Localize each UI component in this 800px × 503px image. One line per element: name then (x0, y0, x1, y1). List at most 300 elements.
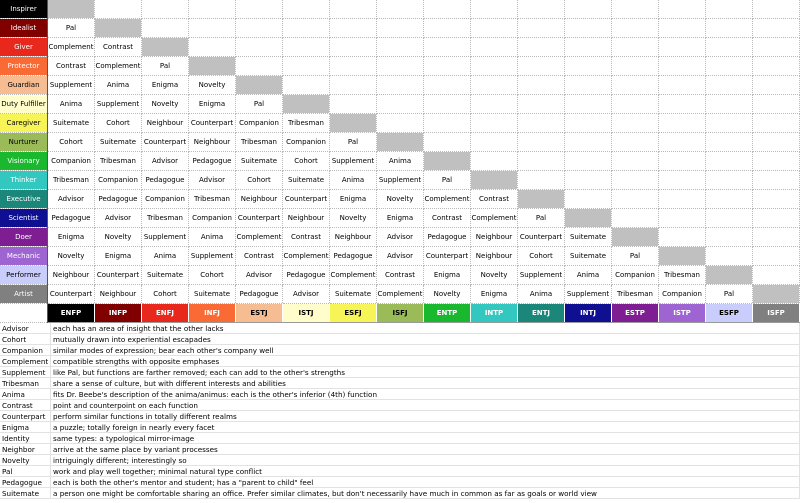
glossary-term: Cohort (0, 334, 51, 345)
row-label: Nurturer (0, 133, 48, 152)
relation-cell: Supplement (330, 152, 377, 171)
empty-cell (518, 19, 565, 38)
relation-cell: Suitemate (48, 114, 95, 133)
relation-cell: Novelty (142, 95, 189, 114)
matrix-row (0, 57, 800, 76)
empty-cell (659, 228, 706, 247)
relation-cell: Tribesman (48, 171, 95, 190)
empty-cell (518, 95, 565, 114)
empty-cell (236, 0, 283, 19)
column-label: INTJ (565, 304, 612, 323)
empty-cell (330, 76, 377, 95)
relation-cell: Counterpart (142, 133, 189, 152)
relation-cell: Anima (48, 95, 95, 114)
glossary-definition: each is both the other's mentor and student; has a "parent to child" feel (51, 477, 800, 488)
empty-cell (706, 76, 753, 95)
relation-cell: Suitemate (142, 266, 189, 285)
empty-cell (706, 152, 753, 171)
relation-cell: Tribesman (95, 152, 142, 171)
glossary-row (0, 345, 800, 356)
empty-cell (753, 114, 800, 133)
identity-cell (518, 190, 565, 209)
relation-cell: Novelty (330, 209, 377, 228)
glossary-definition: fits Dr. Beebe's description of the anima/animus: each is the other's inferior (4th) function (51, 389, 800, 400)
relation-cell: Pedagogue (142, 171, 189, 190)
relation-cell: Pedagogue (283, 266, 330, 285)
identity-cell (753, 285, 800, 304)
empty-cell (565, 171, 612, 190)
relation-cell: Novelty (95, 228, 142, 247)
relation-cell: Tribesman (236, 133, 283, 152)
relation-cell: Novelty (377, 190, 424, 209)
glossary-definition: mutually drawn into experiential escapades (51, 334, 800, 345)
glossary-term: Companion (0, 345, 51, 356)
row-label: Scientist (0, 209, 48, 228)
empty-cell (565, 19, 612, 38)
glossary-definition: point and counterpoint on each function (51, 400, 800, 411)
row-label: Caregiver (0, 114, 48, 133)
matrix-row (0, 38, 800, 57)
identity-cell (659, 247, 706, 266)
empty-cell (612, 95, 659, 114)
identity-cell (236, 76, 283, 95)
relation-cell: Enigma (95, 247, 142, 266)
row-label: Artist (0, 285, 48, 304)
column-label: ENFJ (142, 304, 189, 323)
empty-cell (377, 38, 424, 57)
empty-cell (753, 209, 800, 228)
row-label: Inspirer (0, 0, 48, 19)
glossary-row (0, 466, 800, 477)
empty-cell (612, 19, 659, 38)
relation-cell: Pal (612, 247, 659, 266)
empty-cell (283, 38, 330, 57)
matrix-row (0, 171, 800, 190)
empty-cell (377, 0, 424, 19)
relation-cell: Neighbour (189, 133, 236, 152)
relation-cell: Enigma (142, 76, 189, 95)
relation-cell: Cohort (95, 114, 142, 133)
matrix-row (0, 95, 800, 114)
glossary-term: Contrast (0, 400, 51, 411)
relation-cell: Complement (236, 228, 283, 247)
identity-cell (471, 171, 518, 190)
column-label: ENTP (424, 304, 471, 323)
empty-cell (377, 95, 424, 114)
relation-cell: Contrast (95, 38, 142, 57)
empty-cell (471, 76, 518, 95)
relation-cell: Companion (189, 209, 236, 228)
empty-cell (753, 266, 800, 285)
glossary-definition: a person one might be comfortable sharing an office. Prefer similar climates, but don't necessarily have much in common as far as goals or world view (51, 488, 800, 499)
empty-cell (706, 0, 753, 19)
relation-cell: Counterpart (283, 190, 330, 209)
column-label: ESTP (612, 304, 659, 323)
relation-cell: Complement (330, 266, 377, 285)
empty-cell (706, 19, 753, 38)
glossary-definition: a puzzle; totally foreign in nearly every facet (51, 422, 800, 433)
empty-cell (753, 19, 800, 38)
glossary-row (0, 477, 800, 488)
glossary-definition: like Pal, but functions are farther removed; each can add to the other's strengths (51, 367, 800, 378)
column-label: ENTJ (518, 304, 565, 323)
empty-cell (753, 57, 800, 76)
empty-cell (612, 209, 659, 228)
matrix-row (0, 247, 800, 266)
empty-cell (471, 152, 518, 171)
relation-cell: Suitemate (565, 228, 612, 247)
relation-cell: Pedagogue (424, 228, 471, 247)
glossary-row (0, 389, 800, 400)
glossary-row (0, 334, 800, 345)
empty-cell (706, 209, 753, 228)
relation-cell: Advisor (142, 152, 189, 171)
empty-cell (330, 38, 377, 57)
empty-cell (659, 95, 706, 114)
relation-cell: Neighbour (330, 228, 377, 247)
empty-cell (659, 133, 706, 152)
identity-cell (377, 133, 424, 152)
matrix-row (0, 0, 800, 19)
relation-cell: Supplement (142, 228, 189, 247)
relation-cell: Cohort (518, 247, 565, 266)
empty-cell (283, 76, 330, 95)
empty-cell (189, 19, 236, 38)
relation-cell: Cohort (142, 285, 189, 304)
row-label: Doer (0, 228, 48, 247)
row-label: Visionary (0, 152, 48, 171)
relation-cell: Enigma (330, 190, 377, 209)
relation-cell: Anima (95, 76, 142, 95)
relation-cell: Complement (424, 190, 471, 209)
empty-cell (565, 95, 612, 114)
empty-cell (659, 0, 706, 19)
relation-cell: Companion (95, 171, 142, 190)
matrix-row (0, 19, 800, 38)
empty-cell (659, 190, 706, 209)
empty-cell (753, 247, 800, 266)
empty-cell (706, 95, 753, 114)
identity-cell (283, 95, 330, 114)
relation-cell: Pedagogue (236, 285, 283, 304)
relation-cell: Contrast (236, 247, 283, 266)
relation-cell: Neighbour (142, 114, 189, 133)
empty-cell (424, 38, 471, 57)
relation-cell: Counterpart (95, 266, 142, 285)
column-label: ISTJ (283, 304, 330, 323)
matrix-row (0, 285, 800, 304)
relation-cell: Pal (236, 95, 283, 114)
relation-cell: Contrast (48, 57, 95, 76)
column-label: INFP (95, 304, 142, 323)
relation-cell: Tribesman (189, 190, 236, 209)
empty-cell (612, 0, 659, 19)
empty-cell (706, 247, 753, 266)
empty-cell (518, 38, 565, 57)
relation-cell: Counterpart (48, 285, 95, 304)
empty-cell (565, 114, 612, 133)
empty-cell (659, 114, 706, 133)
relation-cell: Neighbour (283, 209, 330, 228)
relation-cell: Novelty (48, 247, 95, 266)
row-label: Guardian (0, 76, 48, 95)
glossary-term: Counterpart (0, 411, 51, 422)
empty-cell (565, 76, 612, 95)
relation-cell: Suitemate (95, 133, 142, 152)
glossary-term: Suitemate (0, 488, 51, 499)
glossary-row (0, 356, 800, 367)
relation-cell: Pal (706, 285, 753, 304)
empty-cell (377, 114, 424, 133)
empty-cell (424, 133, 471, 152)
relation-cell: Advisor (48, 190, 95, 209)
matrix-row (0, 228, 800, 247)
glossary-definition: similar modes of expression; bear each other's company well (51, 345, 800, 356)
empty-cell (471, 133, 518, 152)
empty-cell (330, 19, 377, 38)
glossary-definition: same types: a typological mirror-image (51, 433, 800, 444)
relation-cell: Anima (142, 247, 189, 266)
empty-cell (706, 133, 753, 152)
identity-cell (424, 152, 471, 171)
relation-cell: Pedagogue (95, 190, 142, 209)
relation-cell: Anima (377, 152, 424, 171)
row-label: Executive (0, 190, 48, 209)
empty-cell (753, 38, 800, 57)
row-label: Mechanic (0, 247, 48, 266)
empty-cell (612, 76, 659, 95)
identity-cell (565, 209, 612, 228)
relation-cell: Pedagogue (189, 152, 236, 171)
empty-cell (659, 38, 706, 57)
glossary-table (0, 323, 800, 499)
relation-cell: Cohort (189, 266, 236, 285)
relation-cell: Counterpart (236, 209, 283, 228)
relation-cell: Pal (330, 133, 377, 152)
empty-cell (659, 171, 706, 190)
relation-cell: Anima (189, 228, 236, 247)
empty-cell (612, 57, 659, 76)
relation-cell: Enigma (189, 95, 236, 114)
glossary-row (0, 422, 800, 433)
glossary-term: Pal (0, 466, 51, 477)
relation-cell: Anima (518, 285, 565, 304)
relation-cell: Companion (612, 266, 659, 285)
matrix-row (0, 114, 800, 133)
glossary-row (0, 378, 800, 389)
glossary-term: Complement (0, 356, 51, 367)
empty-cell (189, 38, 236, 57)
empty-cell (471, 19, 518, 38)
empty-cell (706, 171, 753, 190)
empty-cell (753, 190, 800, 209)
column-label: ENFP (48, 304, 95, 323)
relation-cell: Neighbour (236, 190, 283, 209)
identity-cell (95, 19, 142, 38)
glossary-row (0, 488, 800, 499)
row-label: Giver (0, 38, 48, 57)
column-label: ESFJ (330, 304, 377, 323)
matrix-row (0, 190, 800, 209)
relation-cell: Supplement (48, 76, 95, 95)
glossary-definition: arrive at the same place by variant processes (51, 444, 800, 455)
empty-cell (659, 76, 706, 95)
glossary-term: Pedagogue (0, 477, 51, 488)
identity-cell (142, 38, 189, 57)
empty-cell (471, 114, 518, 133)
column-label: ISFP (753, 304, 800, 323)
relation-cell: Cohort (48, 133, 95, 152)
relation-cell: Pal (48, 19, 95, 38)
identity-cell (330, 114, 377, 133)
relation-cell: Pal (518, 209, 565, 228)
empty-cell (706, 57, 753, 76)
relation-cell: Advisor (377, 228, 424, 247)
relation-cell: Suitemate (189, 285, 236, 304)
relation-cell: Contrast (424, 209, 471, 228)
glossary-term: Anima (0, 389, 51, 400)
empty-cell (518, 76, 565, 95)
column-label: INTP (471, 304, 518, 323)
empty-cell (95, 0, 142, 19)
empty-cell (612, 38, 659, 57)
glossary-term: Tribesman (0, 378, 51, 389)
relation-cell: Suitemate (283, 171, 330, 190)
empty-cell (518, 152, 565, 171)
relation-cell: Supplement (377, 171, 424, 190)
relation-cell: Suitemate (565, 247, 612, 266)
empty-cell (565, 133, 612, 152)
relation-cell: Advisor (283, 285, 330, 304)
relation-cell: Advisor (236, 266, 283, 285)
glossary-term: Supplement (0, 367, 51, 378)
empty-cell (753, 228, 800, 247)
empty-cell (753, 95, 800, 114)
empty-cell (424, 114, 471, 133)
row-label: Duty Fulfiller (0, 95, 48, 114)
relation-cell: Novelty (189, 76, 236, 95)
glossary-term: Identity (0, 433, 51, 444)
glossary-row (0, 444, 800, 455)
empty-cell (518, 114, 565, 133)
relation-cell: Counterpart (424, 247, 471, 266)
empty-cell (659, 209, 706, 228)
relation-cell: Companion (283, 133, 330, 152)
empty-cell (330, 0, 377, 19)
relation-cell: Enigma (424, 266, 471, 285)
relation-cell: Complement (48, 38, 95, 57)
glossary-term: Neighbor (0, 444, 51, 455)
empty-cell (330, 57, 377, 76)
glossary-definition: intriguingly different; interestingly so (51, 455, 800, 466)
empty-cell (518, 133, 565, 152)
empty-cell (612, 171, 659, 190)
empty-cell (471, 0, 518, 19)
column-label: ESFP (706, 304, 753, 323)
empty-cell (142, 0, 189, 19)
relation-cell: Enigma (48, 228, 95, 247)
empty-cell (706, 114, 753, 133)
empty-cell (612, 190, 659, 209)
relation-cell: Advisor (189, 171, 236, 190)
relation-cell: Neighbour (471, 228, 518, 247)
row-label: Thinker (0, 171, 48, 190)
matrix-row (0, 76, 800, 95)
identity-cell (612, 228, 659, 247)
relation-cell: Complement (377, 285, 424, 304)
empty-cell (565, 152, 612, 171)
empty-cell (189, 0, 236, 19)
column-label: INFJ (189, 304, 236, 323)
empty-cell (518, 171, 565, 190)
relation-cell: Tribesman (283, 114, 330, 133)
empty-cell (518, 0, 565, 19)
empty-cell (377, 57, 424, 76)
empty-cell (377, 76, 424, 95)
empty-cell (142, 19, 189, 38)
glossary-definition: each has an area of insight that the other lacks (51, 323, 800, 334)
relation-cell: Contrast (283, 228, 330, 247)
relation-cell: Tribesman (659, 266, 706, 285)
matrix-row (0, 152, 800, 171)
matrix-row (0, 209, 800, 228)
empty-cell (471, 38, 518, 57)
identity-cell (706, 266, 753, 285)
matrix-row (0, 133, 800, 152)
relation-cell: Companion (659, 285, 706, 304)
relation-cell: Complement (471, 209, 518, 228)
empty-cell (706, 190, 753, 209)
empty-cell (753, 76, 800, 95)
empty-cell (283, 0, 330, 19)
empty-cell (659, 57, 706, 76)
empty-cell (706, 228, 753, 247)
relation-cell: Suitemate (236, 152, 283, 171)
empty-cell (706, 38, 753, 57)
empty-cell (753, 171, 800, 190)
relation-cell: Counterpart (518, 228, 565, 247)
relation-cell: Suitemate (330, 285, 377, 304)
matrix-row (0, 266, 800, 285)
relation-cell: Supplement (95, 95, 142, 114)
relation-cell: Pal (424, 171, 471, 190)
glossary-row (0, 400, 800, 411)
relation-cell: Neighbour (48, 266, 95, 285)
empty-cell (565, 0, 612, 19)
glossary-row (0, 455, 800, 466)
empty-cell (565, 57, 612, 76)
column-header-row (0, 304, 800, 323)
relation-cell: Companion (236, 114, 283, 133)
empty-cell (424, 95, 471, 114)
relation-cell: Tribesman (612, 285, 659, 304)
relation-cell: Supplement (565, 285, 612, 304)
column-label: ESTJ (236, 304, 283, 323)
relation-cell: Anima (330, 171, 377, 190)
empty-cell (424, 19, 471, 38)
glossary-term: Novelty (0, 455, 51, 466)
relation-cell: Companion (142, 190, 189, 209)
relation-cell: Complement (95, 57, 142, 76)
row-label: Idealist (0, 19, 48, 38)
relation-cell: Neighbour (95, 285, 142, 304)
relation-cell: Pal (142, 57, 189, 76)
relation-cell: Complement (283, 247, 330, 266)
empty-cell (659, 152, 706, 171)
glossary-definition: share a sense of culture, but with different interests and abilities (51, 378, 800, 389)
relation-cell: Neighbour (471, 247, 518, 266)
empty-cell (612, 152, 659, 171)
